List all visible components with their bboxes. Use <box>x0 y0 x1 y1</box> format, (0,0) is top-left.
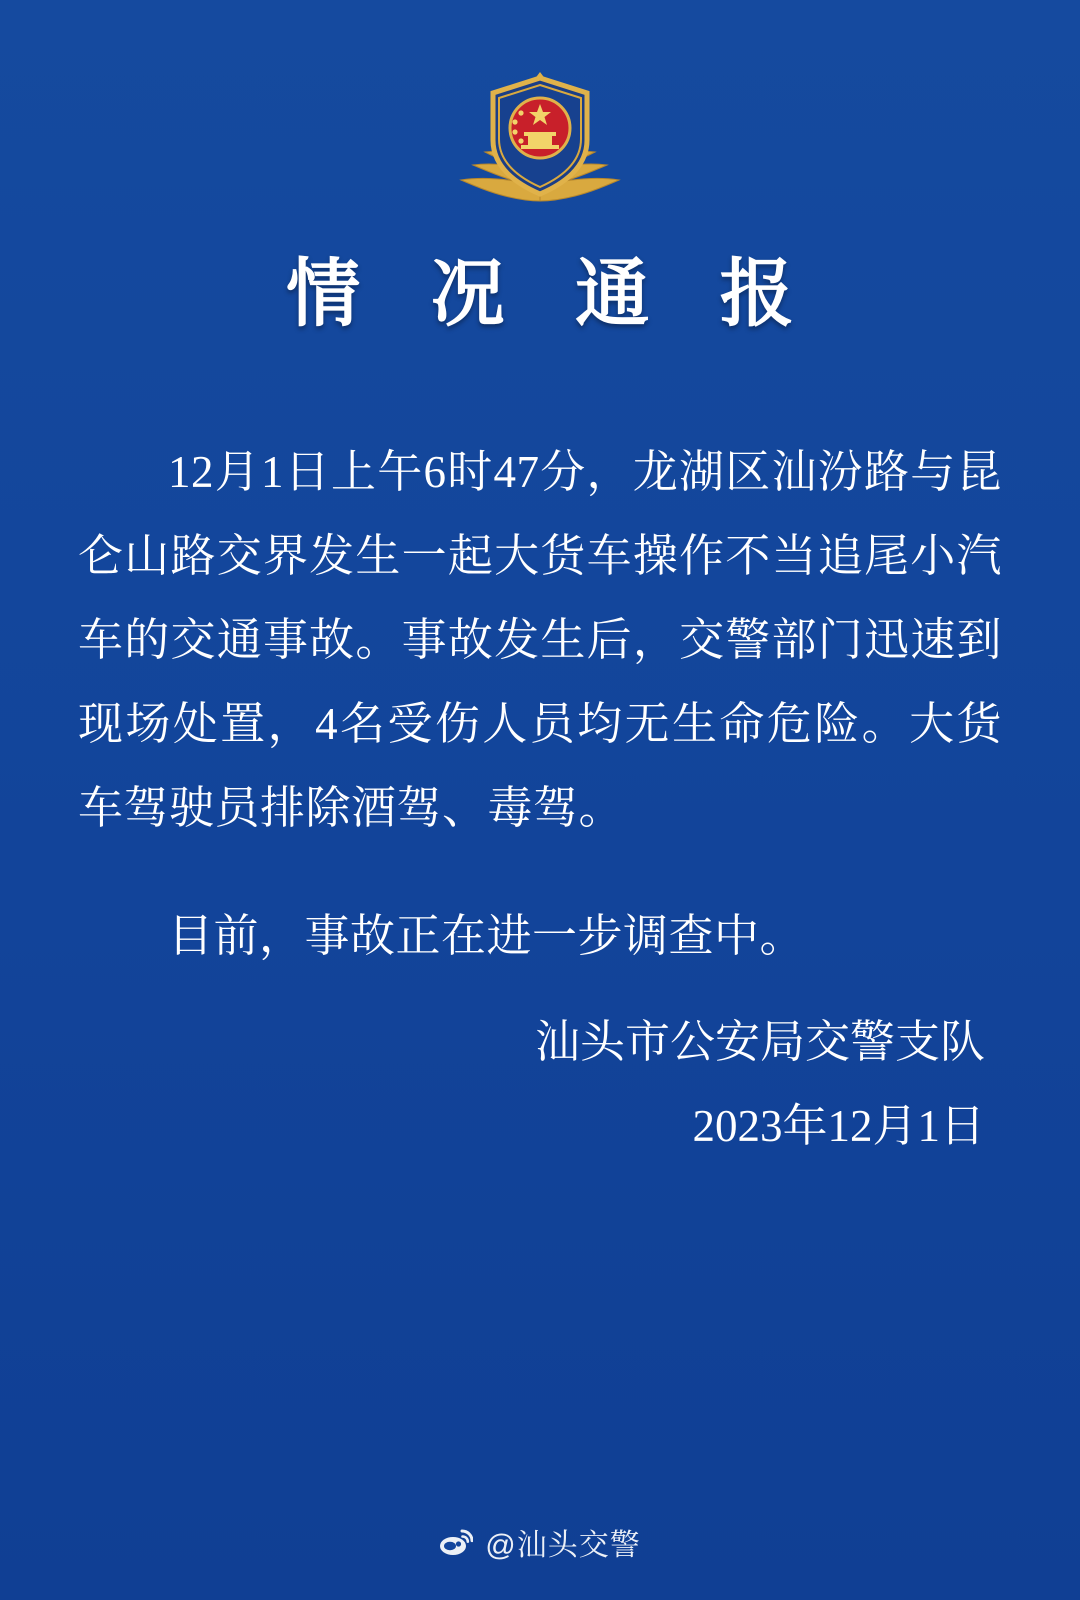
footer-watermark <box>0 1520 1080 1564</box>
signature-block <box>535 1000 985 1168</box>
china-police-emblem-icon <box>445 68 635 218</box>
signature-organization: 汕头市公安局交警支队 <box>534 1017 985 1067</box>
page-title: 情 况 通 报 <box>286 254 820 336</box>
weibo-icon <box>439 1528 473 1556</box>
footer-account-label: @汕头交警 <box>485 1529 641 1562</box>
signature-date: 2023年12月1日 <box>692 1101 985 1151</box>
notice-paragraph-2: 目前，事故正在进一步调查中。 <box>168 911 806 961</box>
notice-body <box>78 430 1002 984</box>
emblem-container <box>0 68 1080 218</box>
notice-paragraph-1: 12月1日上午6时47分，龙湖区汕汾路与昆仑山路交界发生一起大货车操作不当追尾小汽车的交通事故。事故发生后，交警部门迅速到现场处置，4名受伤人员均无生命危险。大货车驾驶员排除酒驾、毒驾。 <box>78 447 1002 833</box>
